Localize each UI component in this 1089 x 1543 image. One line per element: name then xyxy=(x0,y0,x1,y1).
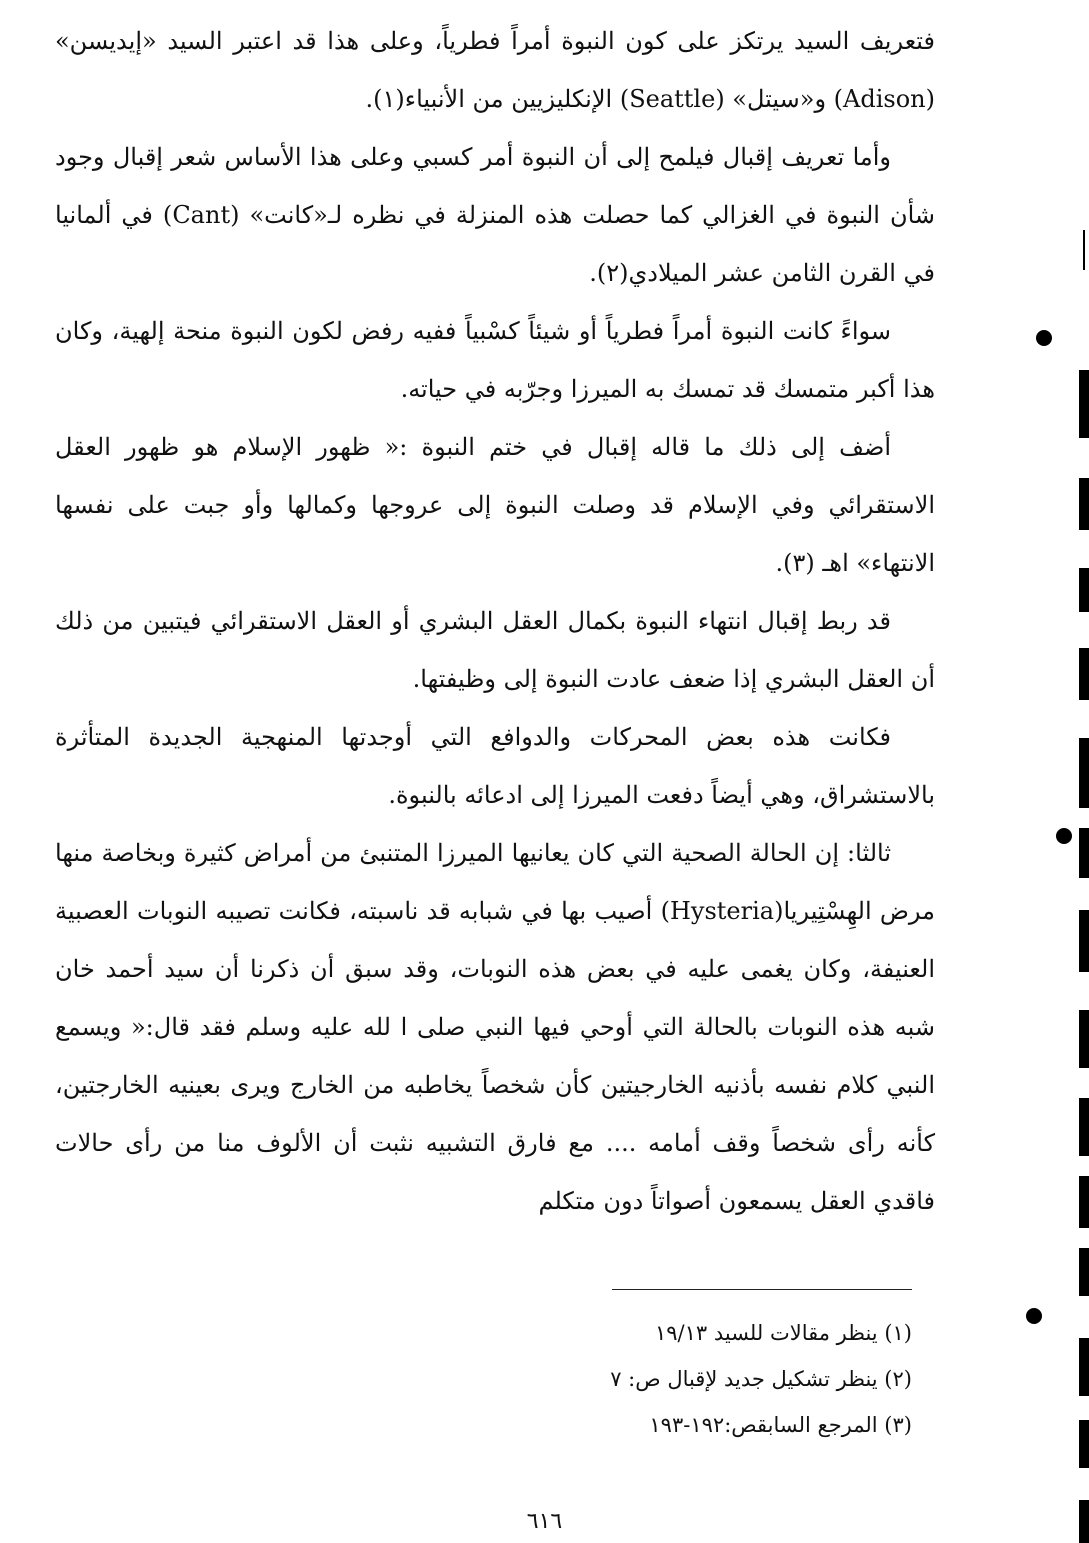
binding-mark xyxy=(1079,1010,1089,1068)
main-text xyxy=(55,12,935,1230)
paragraph-4: أضف إلى ذلك ما قاله إقبال في ختم النبوة :« ظهور الإسلام هو ظهور العقل الاستقرائي وفي الإسلام قد وصلت النبوة إلى عروجها وكمالها وأو جبت على نفسها الانتهاء» اهـ (٣). xyxy=(55,433,935,577)
footnote-2: (٢) ينظر تشكيل جديد لإقبال ص: ٧ xyxy=(610,1367,912,1391)
binding-hole-mark xyxy=(1056,828,1072,844)
binding-mark xyxy=(1079,648,1089,700)
binding-mark xyxy=(1079,478,1089,530)
paragraph-3: سواءً كانت النبوة أمراً فطرياً أو شيئاً كسْبياً ففيه رفض لكون النبوة منحة إلهية، وكان هذا أكبر متمسك قد تمسك به الميرزا وجرّبه في حياته. xyxy=(55,317,935,403)
binding-mark xyxy=(1079,910,1089,972)
binding-mark xyxy=(1079,568,1089,612)
binding-mark xyxy=(1079,370,1089,438)
binding-mark xyxy=(1079,1500,1089,1543)
paragraph-5: قد ربط إقبال انتهاء النبوة بكمال العقل البشري أو العقل الاستقرائي فيتبين من ذلك أن العقل البشري إذا ضعف عادت النبوة إلى وظيفتها. xyxy=(55,607,935,693)
scan-edge-line xyxy=(1083,230,1085,270)
paragraph-2: وأما تعريف إقبال فيلمح إلى أن النبوة أمر كسبي وعلى هذا الأساس شعر إقبال وجود شأن النبوة في الغزالي كما حصلت هذه المنزلة في نظره لـ«كانت» (Cant) في ألمانيا في القرن الثامن عشر الميلادي(٢). xyxy=(55,143,936,287)
binding-mark xyxy=(1079,828,1089,878)
paragraph-1: فتعريف السيد يرتكز على كون النبوة أمراً فطرياً، وعلى هذا قد اعتبر السيد «إيديسن» (Adison) و«سيتل» (Seattle) الإنكليزيين من الأنبياء(١). xyxy=(55,27,935,113)
paragraph-6: فكانت هذه بعض المحركات والدوافع التي أوجدتها المنهجية الجديدة المتأثرة بالاستشراق، وهي أيضاً دفعت الميرزا إلى ادعائه بالنبوة. xyxy=(55,723,935,809)
binding-mark xyxy=(1079,738,1089,808)
binding-mark xyxy=(1079,1098,1089,1156)
footnote-1: (١) ينظر مقالات للسيد ١٩/١٣ xyxy=(654,1321,912,1345)
binding-mark xyxy=(1079,1420,1089,1468)
binding-mark xyxy=(1079,1248,1089,1296)
footnote-3: (٣) المرجع السابقص:١٩٢-١٩٣ xyxy=(649,1413,912,1437)
binding-hole-mark xyxy=(1036,330,1052,346)
footnote-separator xyxy=(612,1289,912,1290)
footnotes xyxy=(480,1310,912,1448)
binding-mark xyxy=(1079,1338,1089,1396)
paragraph-7: ثالثا: إن الحالة الصحية التي كان يعانيها الميرزا المتنبئ من أمراض كثيرة وبخاصة منها مرض الهِسْتِيريا(Hysteria) أصيب بها في شبابه قد ناسبته، فكانت تصيبه النوبات العصبية العنيفة، وكان يغمى عليه في بعض هذه النوبات، وقد سبق أن ذكرنا أن سيد أحمد خان شبه هذه النوبات بالحالة التي أوحي فيها النبي صلى ا لله عليه وسلم فقد قال:« ويسمع النبي كلام نفسه بأذنيه الخارجيتين كأن شخصاً يخاطبه من الخارج ويرى بعينيه الخارجتين، كأنه رأى شخصاً وقف أمامه .... مع فارق التشبيه نثبت أن الألوف منا من رأى حالات فاقدي العقل يسمعون أصواتاً دون متكلم xyxy=(55,839,936,1215)
binding-mark xyxy=(1079,1176,1089,1228)
page-number: ٦١٦ xyxy=(526,1509,563,1534)
binding-hole-mark xyxy=(1026,1308,1042,1324)
